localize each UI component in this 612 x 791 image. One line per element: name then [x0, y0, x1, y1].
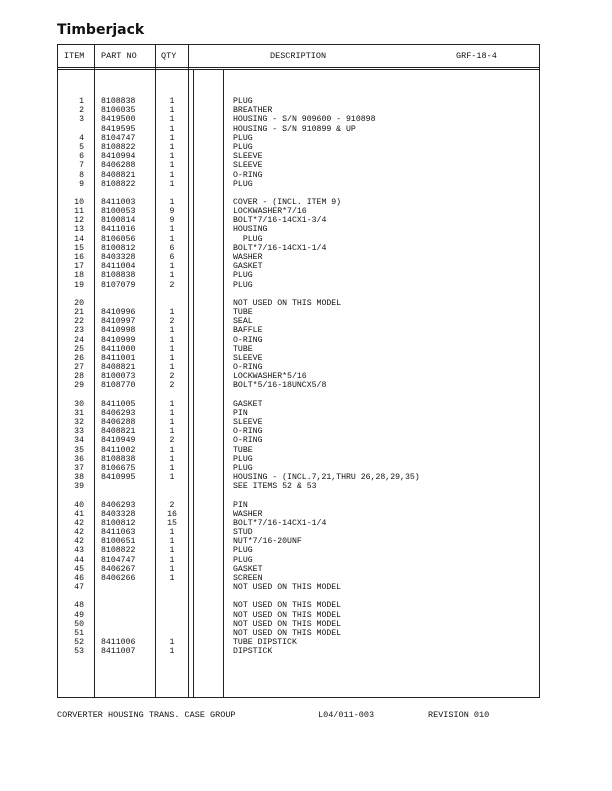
- table-row: [58, 583, 539, 592]
- table-row: [58, 115, 539, 124]
- part-number: 8411007: [101, 647, 136, 657]
- table-row: [58, 546, 539, 555]
- quantity: 2: [169, 381, 175, 391]
- description: SLEEVE: [233, 161, 263, 171]
- description: SEAL: [233, 317, 253, 327]
- item-number: 42: [74, 537, 84, 547]
- table-row: [58, 308, 539, 317]
- description: O-RING: [233, 335, 263, 345]
- part-number: 8408821: [101, 427, 136, 437]
- quantity: 1: [169, 262, 175, 272]
- table-row: [58, 638, 539, 647]
- quantity: 9: [169, 207, 175, 217]
- item-number: 49: [74, 610, 84, 620]
- table-row: [58, 556, 539, 565]
- quantity: 1: [169, 152, 175, 162]
- quantity: 1: [169, 427, 175, 437]
- table-row: [58, 171, 539, 180]
- part-number: 8410949: [101, 436, 136, 446]
- part-number: 8108770: [101, 381, 136, 391]
- table-row: [58, 629, 539, 638]
- part-number: 8411006: [101, 638, 136, 648]
- item-number: 38: [74, 473, 84, 483]
- description: PLUG: [233, 546, 253, 556]
- part-number: 8419500: [101, 115, 136, 125]
- item-number: 32: [74, 418, 84, 427]
- part-number: 8106675: [101, 463, 136, 473]
- item-number: 45: [74, 564, 84, 574]
- header-item: ITEM: [64, 51, 85, 61]
- quantity: 1: [169, 399, 175, 409]
- header-part-no: PART NO: [101, 51, 137, 61]
- item-number: 9: [79, 179, 84, 189]
- item-number: 33: [74, 427, 84, 437]
- header-divider-double: [58, 69, 539, 70]
- quantity: 1: [169, 546, 175, 556]
- header-qty: QTY: [161, 51, 177, 61]
- table-row: [58, 336, 539, 345]
- table-row: [58, 427, 539, 436]
- description: SCREEN: [233, 574, 263, 583]
- part-number: 8411002: [101, 445, 136, 455]
- footer-code: L04/011-003: [318, 710, 375, 720]
- item-number: 23: [74, 326, 84, 336]
- table-row: [58, 455, 539, 464]
- item-number: 19: [74, 280, 84, 290]
- description: HOUSING: [233, 225, 268, 235]
- description: NOT USED ON THIS MODEL: [233, 298, 342, 308]
- description: NOT USED ON THIS MODEL: [233, 601, 342, 611]
- table-row: [58, 326, 539, 335]
- item-number: 10: [74, 197, 84, 207]
- quantity: 1: [169, 564, 175, 574]
- table-row: [58, 198, 539, 207]
- description: SLEEVE: [233, 353, 263, 363]
- item-number: 17: [74, 262, 84, 272]
- description: SEE ITEMS 52 & 53: [233, 482, 317, 492]
- part-number: 8406288: [101, 161, 136, 171]
- table-row: [58, 409, 539, 418]
- table-row: [58, 620, 539, 629]
- part-number: 8403328: [101, 253, 136, 262]
- description: O-RING: [233, 436, 263, 446]
- description: NUT*7/16-20UNF: [233, 537, 302, 547]
- description: PLUG: [233, 454, 253, 464]
- description: HOUSING - S/N 910899 & UP: [233, 124, 356, 134]
- description: BAFFLE: [233, 326, 263, 336]
- item-number: 8: [79, 170, 84, 180]
- description: WASHER: [233, 509, 263, 519]
- description: PIN: [233, 408, 248, 418]
- table-row: [58, 180, 539, 189]
- part-number: 8100053: [101, 207, 136, 217]
- description: SLEEVE: [233, 418, 263, 427]
- description: O-RING: [233, 363, 263, 373]
- description: PLUG: [233, 179, 253, 189]
- table-row: [58, 647, 539, 656]
- item-number: 50: [74, 619, 84, 629]
- quantity: 2: [169, 317, 175, 327]
- part-number: 8410997: [101, 317, 136, 327]
- table-row: [58, 244, 539, 253]
- description: PLUG: [233, 142, 253, 152]
- item-number: 37: [74, 463, 84, 473]
- item-number: 13: [74, 225, 84, 235]
- part-number: 8406267: [101, 564, 136, 574]
- quantity: 15: [167, 518, 177, 528]
- item-number: 14: [74, 234, 84, 244]
- item-number: 39: [74, 482, 84, 492]
- item-number: 3: [79, 115, 84, 125]
- item-number: 2: [79, 106, 84, 116]
- description: WASHER: [233, 253, 263, 262]
- table-row: [58, 225, 539, 234]
- table-row: [58, 161, 539, 170]
- part-number: 8104747: [101, 133, 136, 143]
- part-number: 8411001: [101, 353, 136, 363]
- item-number: 15: [74, 243, 84, 253]
- item-number: 18: [74, 271, 84, 281]
- part-number: 8410995: [101, 473, 136, 483]
- part-number: 8100814: [101, 216, 136, 226]
- item-number: 29: [74, 381, 84, 391]
- quantity: 1: [169, 445, 175, 455]
- item-number: 48: [74, 601, 84, 611]
- quantity: 2: [169, 436, 175, 446]
- item-number: 4: [79, 133, 84, 143]
- description: BOLT*7/16-14CX1-1/4: [233, 243, 327, 253]
- footer-revision: REVISION 010: [428, 710, 490, 720]
- description: O-RING: [233, 427, 263, 437]
- part-number: 8406288: [101, 418, 136, 427]
- part-number: 8406293: [101, 500, 136, 510]
- item-number: 36: [74, 454, 84, 464]
- part-number: 8411004: [101, 262, 136, 272]
- quantity: 1: [169, 463, 175, 473]
- description: BOLT*7/16-14CX1-3/4: [233, 216, 327, 226]
- description: BOLT*7/16-14CX1-1/4: [233, 518, 327, 528]
- quantity: 1: [169, 133, 175, 143]
- table-row: [58, 537, 539, 546]
- quantity: 1: [169, 647, 175, 657]
- item-number: 31: [74, 408, 84, 418]
- item-number: 52: [74, 638, 84, 648]
- quantity: 1: [169, 307, 175, 317]
- part-number: 8411063: [101, 528, 136, 538]
- table-row: [58, 436, 539, 445]
- description: SLEEVE: [233, 152, 263, 162]
- description: STUD: [233, 528, 253, 538]
- quantity: 1: [169, 225, 175, 235]
- table-row: [58, 381, 539, 390]
- table-row: [58, 611, 539, 620]
- table-row: [58, 106, 539, 115]
- table-row: [58, 519, 539, 528]
- quantity: 1: [169, 555, 175, 565]
- description: TUBE DIPSTICK: [233, 638, 297, 648]
- quantity: 1: [169, 142, 175, 152]
- quantity: 1: [169, 197, 175, 207]
- quantity: 1: [169, 537, 175, 547]
- quantity: 1: [169, 115, 175, 125]
- item-number: 12: [74, 216, 84, 226]
- parts-table: [57, 44, 540, 698]
- part-number: 8411005: [101, 399, 136, 409]
- item-number: 7: [79, 161, 84, 171]
- item-number: 21: [74, 307, 84, 317]
- quantity: 16: [167, 509, 177, 519]
- quantity: 1: [169, 353, 175, 363]
- part-number: 8408821: [101, 363, 136, 373]
- item-number: 43: [74, 546, 84, 556]
- description: TUBE: [233, 307, 253, 317]
- item-number: 53: [74, 647, 84, 657]
- item-number: 1: [79, 97, 84, 106]
- item-number: 47: [74, 583, 84, 593]
- description: PLUG: [233, 234, 263, 244]
- table-row: [58, 143, 539, 152]
- description: PLUG: [233, 555, 253, 565]
- quantity: 6: [169, 243, 175, 253]
- description: LOCKWASHER*7/16: [233, 207, 307, 217]
- quantity: 2: [169, 500, 175, 510]
- table-row: [58, 207, 539, 216]
- table-row: [58, 565, 539, 574]
- quantity: 1: [169, 473, 175, 483]
- description: COVER - (INCL. ITEM 9): [233, 197, 342, 207]
- table-row: [58, 281, 539, 290]
- part-number: 8410994: [101, 152, 136, 162]
- quantity: 1: [169, 344, 175, 354]
- description: PLUG: [233, 463, 253, 473]
- description: GASKET: [233, 399, 263, 409]
- quantity: 6: [169, 253, 175, 262]
- part-number: 8100651: [101, 537, 136, 547]
- header-description: DESCRIPTION: [270, 51, 327, 61]
- part-number: 8108822: [101, 142, 136, 152]
- item-number: 41: [74, 509, 84, 519]
- description: NOT USED ON THIS MODEL: [233, 619, 342, 629]
- part-number: 8410996: [101, 307, 136, 317]
- table-row: [58, 345, 539, 354]
- quantity: 1: [169, 179, 175, 189]
- table-row: [58, 574, 539, 583]
- item-number: 44: [74, 555, 84, 565]
- quantity: 1: [169, 363, 175, 373]
- quantity: 2: [169, 280, 175, 290]
- table-row: [58, 510, 539, 519]
- item-number: 26: [74, 353, 84, 363]
- part-number: 8108838: [101, 454, 136, 464]
- part-number: 8419595: [101, 124, 136, 134]
- quantity: 1: [169, 528, 175, 538]
- description: PLUG: [233, 271, 253, 281]
- quantity: 1: [169, 170, 175, 180]
- description: GASKET: [233, 262, 263, 272]
- footer-title: CORVERTER HOUSING TRANS. CASE GROUP: [57, 710, 236, 720]
- description: PLUG: [233, 97, 253, 106]
- parts-rows: [58, 97, 539, 657]
- table-row: [58, 601, 539, 610]
- description: DIPSTICK: [233, 647, 273, 657]
- table-row: [58, 501, 539, 510]
- part-number: 8403328: [101, 509, 136, 519]
- table-row: [58, 528, 539, 537]
- table-row: [58, 125, 539, 134]
- quantity: 1: [169, 124, 175, 134]
- item-number: 46: [74, 574, 84, 583]
- table-row: [58, 235, 539, 244]
- item-number: 11: [74, 207, 84, 217]
- quantity: 1: [169, 335, 175, 345]
- description: PLUG: [233, 133, 253, 143]
- item-number: 28: [74, 372, 84, 382]
- quantity: 1: [169, 161, 175, 171]
- description: HOUSING - S/N 909600 - 910898: [233, 115, 376, 125]
- part-number: 8108838: [101, 271, 136, 281]
- item-number: 40: [74, 500, 84, 510]
- description: TUBE: [233, 445, 253, 455]
- table-row: [58, 299, 539, 308]
- description: GASKET: [233, 564, 263, 574]
- part-number: 8406293: [101, 408, 136, 418]
- table-row: [58, 482, 539, 491]
- description: TUBE: [233, 344, 253, 354]
- table-row: [58, 363, 539, 372]
- item-number: 34: [74, 436, 84, 446]
- part-number: 8411003: [101, 197, 136, 207]
- quantity: 1: [169, 326, 175, 336]
- quantity: 1: [169, 418, 175, 427]
- quantity: 1: [169, 638, 175, 648]
- part-number: 8108838: [101, 97, 136, 106]
- part-number: 8107079: [101, 280, 136, 290]
- item-number: 42: [74, 518, 84, 528]
- table-row: [58, 216, 539, 225]
- part-number: 8410999: [101, 335, 136, 345]
- table-row: [58, 317, 539, 326]
- table-row: [58, 253, 539, 262]
- item-number: 27: [74, 363, 84, 373]
- header-divider: [58, 67, 539, 68]
- header-group-ref: GRF-18-4: [456, 51, 497, 61]
- quantity: 1: [169, 454, 175, 464]
- part-number: 8411016: [101, 225, 136, 235]
- description: NOT USED ON THIS MODEL: [233, 628, 342, 638]
- quantity: 1: [169, 574, 175, 583]
- description: O-RING: [233, 170, 263, 180]
- part-number: 8406266: [101, 574, 136, 583]
- item-number: 5: [79, 142, 84, 152]
- table-row: [58, 152, 539, 161]
- description: PLUG: [233, 280, 253, 290]
- table-row: [58, 473, 539, 482]
- part-number: 8410998: [101, 326, 136, 336]
- quantity: 2: [169, 372, 175, 382]
- item-number: 20: [74, 298, 84, 308]
- item-number: 30: [74, 399, 84, 409]
- table-row: [58, 418, 539, 427]
- description: PIN: [233, 500, 248, 510]
- brand-logo: Timberjack: [57, 22, 145, 38]
- item-number: 51: [74, 628, 84, 638]
- item-number: 24: [74, 335, 84, 345]
- table-row: [58, 354, 539, 363]
- description: NOT USED ON THIS MODEL: [233, 610, 342, 620]
- description: NOT USED ON THIS MODEL: [233, 583, 342, 593]
- part-number: 8108822: [101, 546, 136, 556]
- description: BOLT*5/16-18UNCX5/8: [233, 381, 327, 391]
- table-row: [58, 97, 539, 106]
- description: BREATHER: [233, 106, 273, 116]
- part-number: 8100812: [101, 243, 136, 253]
- part-number: 8408821: [101, 170, 136, 180]
- table-row: [58, 464, 539, 473]
- table-row: [58, 262, 539, 271]
- part-number: 8106035: [101, 106, 136, 116]
- item-number: 22: [74, 317, 84, 327]
- quantity: 1: [169, 408, 175, 418]
- quantity: 1: [169, 271, 175, 281]
- part-number: 8104747: [101, 555, 136, 565]
- description: LOCKWASHER*5/16: [233, 372, 307, 382]
- quantity: 9: [169, 216, 175, 226]
- item-number: 35: [74, 445, 84, 455]
- part-number: 8100812: [101, 518, 136, 528]
- item-number: 6: [79, 152, 84, 162]
- quantity: 1: [169, 234, 175, 244]
- part-number: 8100073: [101, 372, 136, 382]
- part-number: 8411000: [101, 344, 136, 354]
- table-row: [58, 271, 539, 280]
- part-number: 8106056: [101, 234, 136, 244]
- item-number: 16: [74, 253, 84, 262]
- item-number: 25: [74, 344, 84, 354]
- description: HOUSING - (INCL.7,21,THRU 26,28,29,35): [233, 473, 420, 483]
- quantity: 1: [169, 97, 175, 106]
- table-row: [58, 134, 539, 143]
- item-number: 42: [74, 528, 84, 538]
- table-row: [58, 400, 539, 409]
- quantity: 1: [169, 106, 175, 116]
- part-number: 8108822: [101, 179, 136, 189]
- table-row: [58, 446, 539, 455]
